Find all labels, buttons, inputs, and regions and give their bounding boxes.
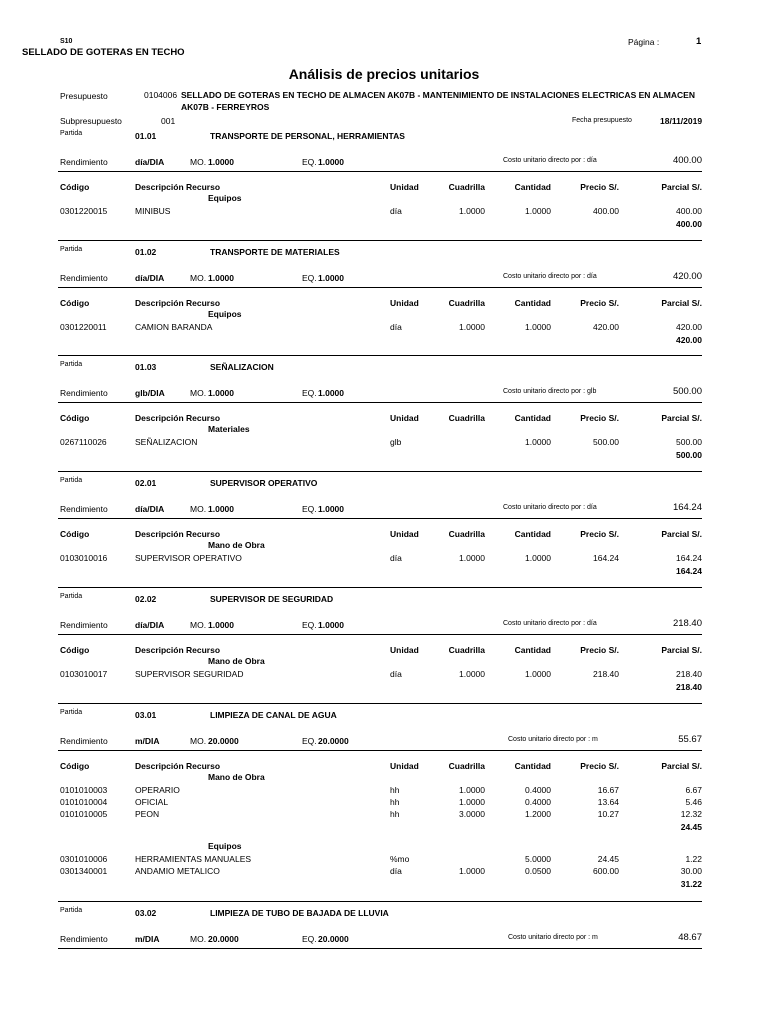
mo-label: MO.: [190, 157, 207, 167]
row-parcial: 420.00: [676, 322, 702, 332]
col-codigo: Código: [60, 529, 90, 539]
partida-separator: [58, 587, 702, 588]
col-cuadrilla: Cuadrilla: [448, 761, 485, 771]
group-name: Materiales: [208, 424, 250, 434]
row-code: 0103010017: [60, 669, 108, 679]
rendimiento-unit: día/DIA: [135, 620, 165, 630]
col-codigo: Código: [60, 413, 90, 423]
eq-label: EQ.: [302, 157, 317, 167]
rendimiento-unit: día/DIA: [135, 504, 165, 514]
col-cantidad: Cantidad: [514, 529, 551, 539]
row-parcial: 12.32: [680, 809, 702, 819]
col-unidad: Unidad: [390, 761, 419, 771]
partida-separator: [58, 240, 702, 241]
row-cantidad: 5.0000: [525, 854, 551, 864]
col-codigo: Código: [60, 761, 90, 771]
partida-name: TRANSPORTE DE PERSONAL, HERRAMIENTAS: [210, 131, 405, 141]
costo-label: Costo unitario directo por : día: [503, 504, 597, 511]
costo-value: 420.00: [672, 271, 702, 282]
subpresupuesto-code: 001: [161, 116, 176, 126]
costo-label: Costo unitario directo por : glb: [503, 388, 597, 395]
group-subtotal: 164.24: [676, 566, 702, 576]
row-parcial: 1.22: [685, 854, 702, 864]
row-parcial: 218.40: [676, 669, 702, 679]
eq-label: EQ.: [302, 388, 317, 398]
col-unidad: Unidad: [390, 413, 419, 423]
col-cantidad: Cantidad: [514, 182, 551, 192]
partida-separator: [58, 471, 702, 472]
subpresupuesto-label: Subpresupuesto: [60, 116, 122, 126]
row-cuadrilla: 1.0000: [459, 669, 485, 679]
col-precio: Precio S/.: [580, 182, 619, 192]
row-cantidad: 1.0000: [525, 669, 551, 679]
eq-label: EQ.: [302, 620, 317, 630]
eq-value: 1.0000: [318, 504, 344, 514]
rendimiento-rule: [58, 171, 702, 172]
costo-value: 500.00: [672, 386, 702, 397]
rendimiento-rule: [58, 287, 702, 288]
partida-separator: [58, 355, 702, 356]
col-unidad: Unidad: [390, 298, 419, 308]
row-cuadrilla: 1.0000: [459, 553, 485, 563]
rendimiento-rule: [58, 518, 702, 519]
costo-label: Costo unitario directo por : día: [503, 273, 597, 280]
partida-code: 01.03: [135, 362, 157, 372]
col-parcial: Parcial S/.: [661, 182, 702, 192]
row-cantidad: 1.0000: [525, 553, 551, 563]
fecha-value: 18/11/2019: [660, 116, 703, 126]
col-unidad: Unidad: [390, 645, 419, 655]
col-cuadrilla: Cuadrilla: [448, 413, 485, 423]
costo-value: 400.00: [672, 155, 702, 166]
partida-label: Partida: [60, 907, 83, 914]
eq-value: 20.0000: [318, 934, 349, 944]
row-precio: 16.67: [597, 785, 619, 795]
rendimiento-unit: glb/DIA: [135, 388, 165, 398]
rendimiento-unit: día/DIA: [135, 157, 165, 167]
row-desc: OPERARIO: [135, 785, 180, 795]
row-code: 0101010004: [60, 797, 108, 807]
presupuesto-line1: SELLADO DE GOTERAS EN TECHO DE ALMACEN AK07B - MANTENIMIENTO DE INSTALACIONES ELECTRICAS EN ALMACEN: [181, 90, 695, 100]
col-precio: Precio S/.: [580, 413, 619, 423]
col-parcial: Parcial S/.: [661, 761, 702, 771]
row-precio: 600.00: [593, 866, 619, 876]
mo-label: MO.: [190, 273, 207, 283]
col-precio: Precio S/.: [580, 645, 619, 655]
row-parcial: 500.00: [676, 437, 702, 447]
row-cantidad: 0.4000: [525, 785, 551, 795]
mo-label: MO.: [190, 504, 207, 514]
partida-code: 02.01: [135, 478, 157, 488]
page-label: Página :: [628, 37, 660, 47]
row-parcial: 5.46: [685, 797, 702, 807]
row-cantidad: 0.4000: [525, 797, 551, 807]
col-cantidad: Cantidad: [514, 298, 551, 308]
group-subtotal: 500.00: [676, 450, 702, 460]
mo-value: 1.0000: [208, 620, 234, 630]
row-desc: PEON: [135, 809, 160, 819]
rendimiento-rule: [58, 402, 702, 403]
row-unit: hh: [390, 797, 400, 807]
row-cuadrilla: 1.0000: [459, 322, 485, 332]
mo-value: 1.0000: [208, 157, 234, 167]
rendimiento-label: Rendimiento: [60, 934, 108, 944]
row-cuadrilla: 1.0000: [459, 206, 485, 216]
partida-label: Partida: [60, 246, 83, 253]
report-code: S10: [60, 38, 73, 45]
row-precio: 400.00: [593, 206, 619, 216]
mo-label: MO.: [190, 736, 207, 746]
col-codigo: Código: [60, 298, 90, 308]
col-precio: Precio S/.: [580, 529, 619, 539]
row-cuadrilla: 1.0000: [459, 785, 485, 795]
rendimiento-label: Rendimiento: [60, 388, 108, 398]
col-descripcion: Descripción Recurso: [135, 645, 221, 655]
row-precio: 218.40: [593, 669, 619, 679]
col-precio: Precio S/.: [580, 761, 619, 771]
row-unit: glb: [390, 437, 402, 447]
partida-code: 03.01: [135, 710, 157, 720]
rendimiento-rule: [58, 750, 702, 751]
page-number: 1: [696, 36, 702, 47]
partida-code: 03.02: [135, 908, 157, 918]
presupuesto-code: 0104006: [144, 90, 178, 100]
row-precio: 500.00: [593, 437, 619, 447]
row-precio: 10.27: [597, 809, 619, 819]
partida-name: SUPERVISOR OPERATIVO: [210, 478, 318, 488]
row-cantidad: 1.0000: [525, 322, 551, 332]
costo-value: 48.67: [678, 932, 702, 943]
group-name: Mano de Obra: [208, 540, 265, 550]
row-precio: 164.24: [593, 553, 619, 563]
row-desc: SUPERVISOR SEGURIDAD: [135, 669, 244, 679]
col-codigo: Código: [60, 645, 90, 655]
row-code: 0101010005: [60, 809, 108, 819]
costo-value: 55.67: [678, 734, 702, 745]
presupuesto-line2: AK07B - FERREYROS: [181, 102, 270, 112]
group-name: Equipos: [208, 309, 242, 319]
rendimiento-unit: m/DIA: [135, 934, 160, 944]
rendimiento-label: Rendimiento: [60, 273, 108, 283]
row-parcial: 6.67: [685, 785, 702, 795]
presupuesto-label: Presupuesto: [60, 91, 108, 101]
mo-label: MO.: [190, 934, 207, 944]
row-desc: HERRAMIENTAS MANUALES: [135, 854, 252, 864]
partida-name: TRANSPORTE DE MATERIALES: [210, 247, 340, 257]
row-cantidad: 1.0000: [525, 437, 551, 447]
costo-value: 218.40: [672, 618, 702, 629]
rendimiento-unit: día/DIA: [135, 273, 165, 283]
row-precio: 420.00: [593, 322, 619, 332]
row-code: 0301220015: [60, 206, 108, 216]
partida-label: Partida: [60, 130, 83, 137]
eq-label: EQ.: [302, 504, 317, 514]
mo-label: MO.: [190, 620, 207, 630]
row-cuadrilla: 1.0000: [459, 797, 485, 807]
fecha-label: Fecha presupuesto: [572, 117, 632, 124]
col-cantidad: Cantidad: [514, 761, 551, 771]
row-parcial: 400.00: [676, 206, 702, 216]
eq-value: 1.0000: [318, 388, 344, 398]
partida-name: LIMPIEZA DE TUBO DE BAJADA DE LLUVIA: [210, 908, 389, 918]
col-unidad: Unidad: [390, 182, 419, 192]
col-cantidad: Cantidad: [514, 413, 551, 423]
col-cuadrilla: Cuadrilla: [448, 645, 485, 655]
costo-label: Costo unitario directo por : m: [508, 736, 598, 743]
col-descripcion: Descripción Recurso: [135, 529, 221, 539]
row-precio: 13.64: [597, 797, 619, 807]
rendimiento-unit: m/DIA: [135, 736, 160, 746]
mo-value: 1.0000: [208, 388, 234, 398]
eq-value: 1.0000: [318, 157, 344, 167]
row-code: 0101010003: [60, 785, 108, 795]
eq-value: 20.0000: [318, 736, 349, 746]
partida-separator: [58, 901, 702, 902]
row-unit: día: [390, 669, 402, 679]
rendimiento-rule: [58, 634, 702, 635]
col-parcial: Parcial S/.: [661, 413, 702, 423]
col-cuadrilla: Cuadrilla: [448, 298, 485, 308]
group-subtotal: 31.22: [680, 879, 702, 889]
partida-code: 02.02: [135, 594, 157, 604]
group-name: Mano de Obra: [208, 772, 265, 782]
costo-label: Costo unitario directo por : día: [503, 620, 597, 627]
col-parcial: Parcial S/.: [661, 645, 702, 655]
project-name: SELLADO DE GOTERAS EN TECHO: [22, 47, 185, 58]
col-descripcion: Descripción Recurso: [135, 182, 221, 192]
partida-label: Partida: [60, 593, 83, 600]
row-unit: hh: [390, 809, 400, 819]
col-descripcion: Descripción Recurso: [135, 413, 221, 423]
row-unit: día: [390, 553, 402, 563]
col-descripcion: Descripción Recurso: [135, 761, 221, 771]
eq-value: 1.0000: [318, 620, 344, 630]
row-parcial: 164.24: [676, 553, 702, 563]
group-name: Equipos: [208, 193, 242, 203]
rendimiento-label: Rendimiento: [60, 620, 108, 630]
col-cantidad: Cantidad: [514, 645, 551, 655]
group-subtotal: 218.40: [676, 682, 702, 692]
partida-name: LIMPIEZA DE CANAL DE AGUA: [210, 710, 337, 720]
partida-code: 01.02: [135, 247, 157, 257]
rendimiento-label: Rendimiento: [60, 157, 108, 167]
partida-label: Partida: [60, 361, 83, 368]
row-cantidad: 0.0500: [525, 866, 551, 876]
row-unit: %mo: [390, 854, 410, 864]
row-code: 0267110026: [60, 437, 107, 447]
col-cuadrilla: Cuadrilla: [448, 529, 485, 539]
group-subtotal: 420.00: [676, 335, 702, 345]
row-code: 0301340001: [60, 866, 108, 876]
eq-label: EQ.: [302, 736, 317, 746]
row-unit: día: [390, 206, 402, 216]
row-unit: día: [390, 866, 402, 876]
col-unidad: Unidad: [390, 529, 419, 539]
mo-value: 20.0000: [208, 736, 239, 746]
row-code: 0301220011: [60, 322, 107, 332]
partida-name: SEÑALIZACION: [210, 362, 274, 372]
row-parcial: 30.00: [680, 866, 702, 876]
col-cuadrilla: Cuadrilla: [448, 182, 485, 192]
costo-label: Costo unitario directo por : m: [508, 934, 598, 941]
page-title: Análisis de precios unitarios: [288, 66, 480, 82]
mo-value: 1.0000: [208, 504, 234, 514]
rendimiento-rule: [58, 948, 702, 949]
row-unit: día: [390, 322, 402, 332]
partida-label: Partida: [60, 477, 83, 484]
costo-value: 164.24: [672, 502, 702, 513]
col-codigo: Código: [60, 182, 90, 192]
costo-label: Costo unitario directo por : día: [503, 157, 597, 164]
row-desc: OFICIAL: [135, 797, 169, 807]
row-cuadrilla: 1.0000: [459, 866, 485, 876]
row-code: 0301010006: [60, 854, 108, 864]
eq-label: EQ.: [302, 934, 317, 944]
eq-value: 1.0000: [318, 273, 344, 283]
row-cuadrilla: 3.0000: [459, 809, 485, 819]
partida-label: Partida: [60, 709, 83, 716]
col-descripcion: Descripción Recurso: [135, 298, 221, 308]
group-subtotal: 400.00: [676, 219, 702, 229]
row-desc: MINIBUS: [135, 206, 171, 216]
col-precio: Precio S/.: [580, 298, 619, 308]
row-cantidad: 1.2000: [525, 809, 551, 819]
partida-separator: [58, 703, 702, 704]
row-desc: SUPERVISOR OPERATIVO: [135, 553, 242, 563]
group-name: Equipos: [208, 841, 242, 851]
col-parcial: Parcial S/.: [661, 529, 702, 539]
group-name: Mano de Obra: [208, 656, 265, 666]
row-desc: SEÑALIZACION: [135, 437, 198, 447]
partida-code: 01.01: [135, 131, 157, 141]
rendimiento-label: Rendimiento: [60, 504, 108, 514]
partida-name: SUPERVISOR DE SEGURIDAD: [210, 594, 334, 604]
group-subtotal: 24.45: [680, 822, 702, 832]
row-code: 0103010016: [60, 553, 108, 563]
row-unit: hh: [390, 785, 400, 795]
mo-label: MO.: [190, 388, 207, 398]
mo-value: 20.0000: [208, 934, 239, 944]
row-precio: 24.45: [597, 854, 619, 864]
row-desc: ANDAMIO METALICO: [135, 866, 220, 876]
col-parcial: Parcial S/.: [661, 298, 702, 308]
eq-label: EQ.: [302, 273, 317, 283]
rendimiento-label: Rendimiento: [60, 736, 108, 746]
row-desc: CAMION BARANDA: [135, 322, 213, 332]
row-cantidad: 1.0000: [525, 206, 551, 216]
mo-value: 1.0000: [208, 273, 234, 283]
